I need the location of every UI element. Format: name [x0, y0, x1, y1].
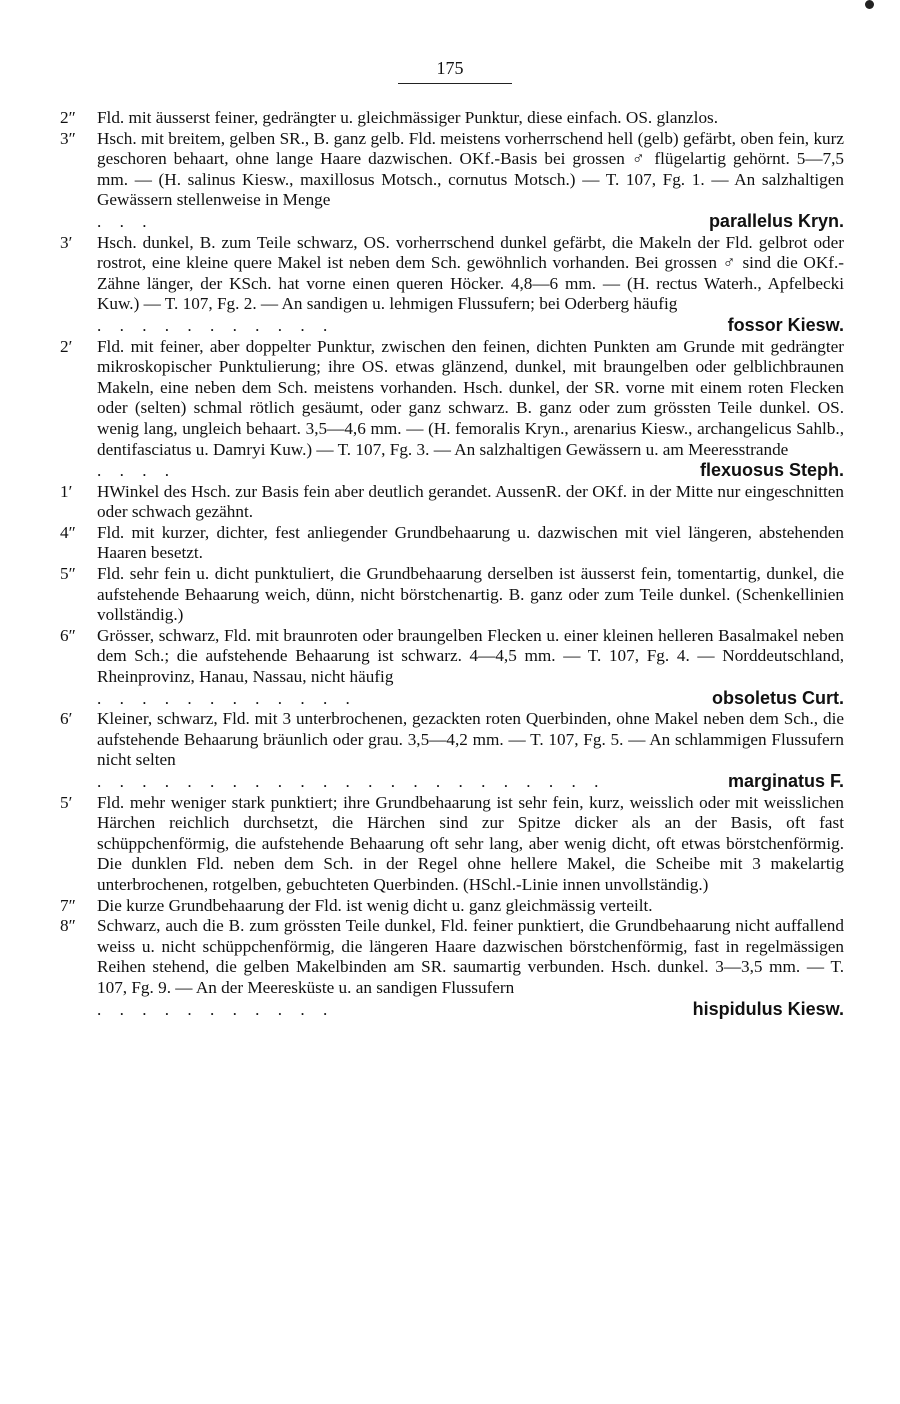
key-entry [60, 564, 844, 626]
key-entry [60, 233, 844, 337]
entry-text: Grösser, schwarz, Fld. mit braunroten oder braungelben Flecken u. einer kleinen helleren Basalmakel neben dem Sch.; die aufstehende Behaarung ist schwarz. 4—4,5 mm. — T. 107, Fg. 4. — Norddeutschland, Rheinprovinz, Hanau, Nassau, nicht häufig [97, 625, 844, 687]
couplet-number: 3″ [60, 128, 76, 148]
key-entry [60, 793, 844, 896]
leader-dots: . . . . . . . . . . . [97, 999, 335, 1019]
key-entry [60, 916, 844, 1020]
key-entry [60, 129, 844, 233]
leader-dots: . . . . [97, 461, 177, 481]
page-number-rule [398, 83, 512, 84]
entry-text: Die kurze Grundbehaarung der Fld. ist wenig dicht u. ganz gleichmässig verteilt. [97, 895, 653, 915]
couplet-number: 8″ [60, 916, 76, 936]
entry-text: Hsch. dunkel, B. zum Teile schwarz, OS. vorherrschend dunkel gefärbt, die Makeln der Fld. gelbrot oder rostrot, eine kleine quere Makel ist neben dem Sch. gewöhnlich vorhanden. Bei grossen ♂ sind die OKf.-Zähne länger, der KSch. hat vorne einen queren Höcker. 4,8—6 mm. — (H. rectus Waterh., Apfelbecki Kuw.) — T. 107, Fg. 2. — An sandigen u. lehmigen Flussufern; bei Oderberg häufig [97, 232, 844, 314]
key-entry [60, 626, 844, 709]
entry-text: Fld. mit kurzer, dichter, fest anliegender Grundbehaarung u. dazwischen mit viel längeren, abstehenden Haaren besetzt. [97, 522, 844, 563]
key-entry [60, 709, 844, 792]
leader-dots: . . . . . . . . . . . [97, 315, 335, 335]
key-entry [60, 108, 844, 129]
corner-mark [865, 0, 874, 9]
key-entry [60, 523, 844, 564]
entry-text: Kleiner, schwarz, Fld. mit 3 unterbrochenen, gezackten roten Querbinden, ohne Makel neben dem Sch., die aufstehende Behaarung bräunlich oder grau. 3,5—4,2 mm. — T. 107, Fg. 5. — An schlammigen Flussufern nicht selten [97, 709, 844, 770]
key-entries [60, 108, 844, 1020]
entry-text: Fld. mit feiner, aber doppelter Punktur, zwischen den feinen, dichten Punkten am Grunde mit gedrängter mikroskopischer Punktulierung; ihre OS. etwas glänzend, dunkel, mit braungelben oder gelblichbraunen Makeln, eine neben dem Sch. meistens vorhanden. Hsch. dunkel, der SR. vorne mit einem roten Flecken oder (selten) schmal rötlich gesäumt, oder ganz schwarz. B. ganz oder zum grössten Teile dunkel. OS. wenig lang, ungleich behaart. 3,5—4,6 mm. — (H. femoralis Kryn., arenarius Kiesw., archangelicus Sahlb., dentifasciatus u. Damryi Kuw.) — T. 107, Fg. 3. — An salzhaltigen Gewässern u. am Meeresstrande [97, 336, 844, 459]
couplet-number: 7″ [60, 895, 76, 915]
entry-text: Fld. mit äusserst feiner, gedrängter u. gleichmässiger Punktur, diese einfach. OS. glanzlos. [97, 108, 719, 127]
entry-text: Fld. mehr weniger stark punktiert; ihre Grundbehaarung ist sehr fein, kurz, weisslich oder mit weisslichen Härchen reichlich durchsetzt, die Härchen sind zur Spitze dicker als an der Basis, oft fast schüppchenförmig, die aufstehende Behaarung oft sehr lang, aber wenig dicht, oft etwas börstchenförmig. Die dunklen Fld. neben dem Sch. in der Regel ohne hellere Makel, die Scheibe mit 3 makelartig unterbrochenen, rotgelben, gebuchteten Querbinden. (HSchl.-Linie innen unvollständig.) [97, 792, 844, 894]
couplet-number: 4″ [60, 522, 76, 542]
species-name: obsoletus Curt. [711, 687, 844, 708]
leader-dots: . . . . . . . . . . . . [97, 688, 357, 708]
species-name: hispidulus Kiesw. [692, 998, 844, 1019]
key-entry [60, 896, 844, 917]
species-name: flexuosus Steph. [699, 460, 844, 481]
page-number: 175 [436, 58, 464, 78]
couplet-number: 5″ [60, 564, 76, 584]
entry-text: HWinkel des Hsch. zur Basis fein aber deutlich gerandet. AussenR. der OKf. in der Mitte nur eingeschnitten oder schwach gezähnt. [97, 481, 844, 522]
entry-text: Hsch. mit breitem, gelben SR., B. ganz gelb. Fld. meistens vorherrschend hell (gelb) gefärbt, oben fein, kurz geschoren behaart, ohne lange Haare dazwischen. OKf.-Basis bei grossen ♂ flügelartig gehörnt. 5—7,5 mm. — (H. salinus Kiesw., maxillosus Motsch., cornutus Motsch.) — T. 107, Fg. 1. — An salzhaltigen Gewässern stellenweise in Menge [97, 128, 844, 210]
entry-text: Fld. sehr fein u. dicht punktuliert, die Grundbehaarung derselben ist äusserst fein, tomentartig, dunkel, die aufstehende Behaarung weich, dünn, nicht börstchenartig. B. ganz oder zum Teile dunkel. (Schenkellinien vollständig.) [97, 564, 844, 625]
species-name: marginatus F. [727, 771, 844, 791]
key-entry [60, 482, 844, 523]
couplet-number: 1′ [60, 481, 73, 501]
couplet-number: 2′ [60, 336, 73, 356]
leader-dots: . . . [97, 211, 154, 231]
leader-dots: . . . . . . . . . . . . . . . . . . . . . . . [97, 772, 606, 791]
couplet-number: 2″ [60, 108, 76, 127]
key-entry [60, 337, 844, 482]
couplet-number: 5′ [60, 792, 73, 812]
couplet-number: 3′ [60, 232, 73, 252]
couplet-number: 6″ [60, 625, 76, 645]
entry-text: Schwarz, auch die B. zum grössten Teile dunkel, Fld. feiner punktiert, die Grundbehaarung nicht auffallend weiss u. nicht schüppchenförmig, die längeren Haare dazwischen börstchenförmig, fast in regelmässigen Reihen stehend, die gelben Makelbinden am SR. saumartig verbunden. Hsch. dunkel. 3—3,5 mm. — T. 107, Fg. 9. — An der Meeresküste u. an sandigen Flussufern [97, 916, 844, 997]
couplet-number: 6′ [60, 709, 73, 729]
species-name: fossor Kiesw. [727, 314, 844, 335]
species-name: parallelus Kryn. [708, 210, 844, 231]
